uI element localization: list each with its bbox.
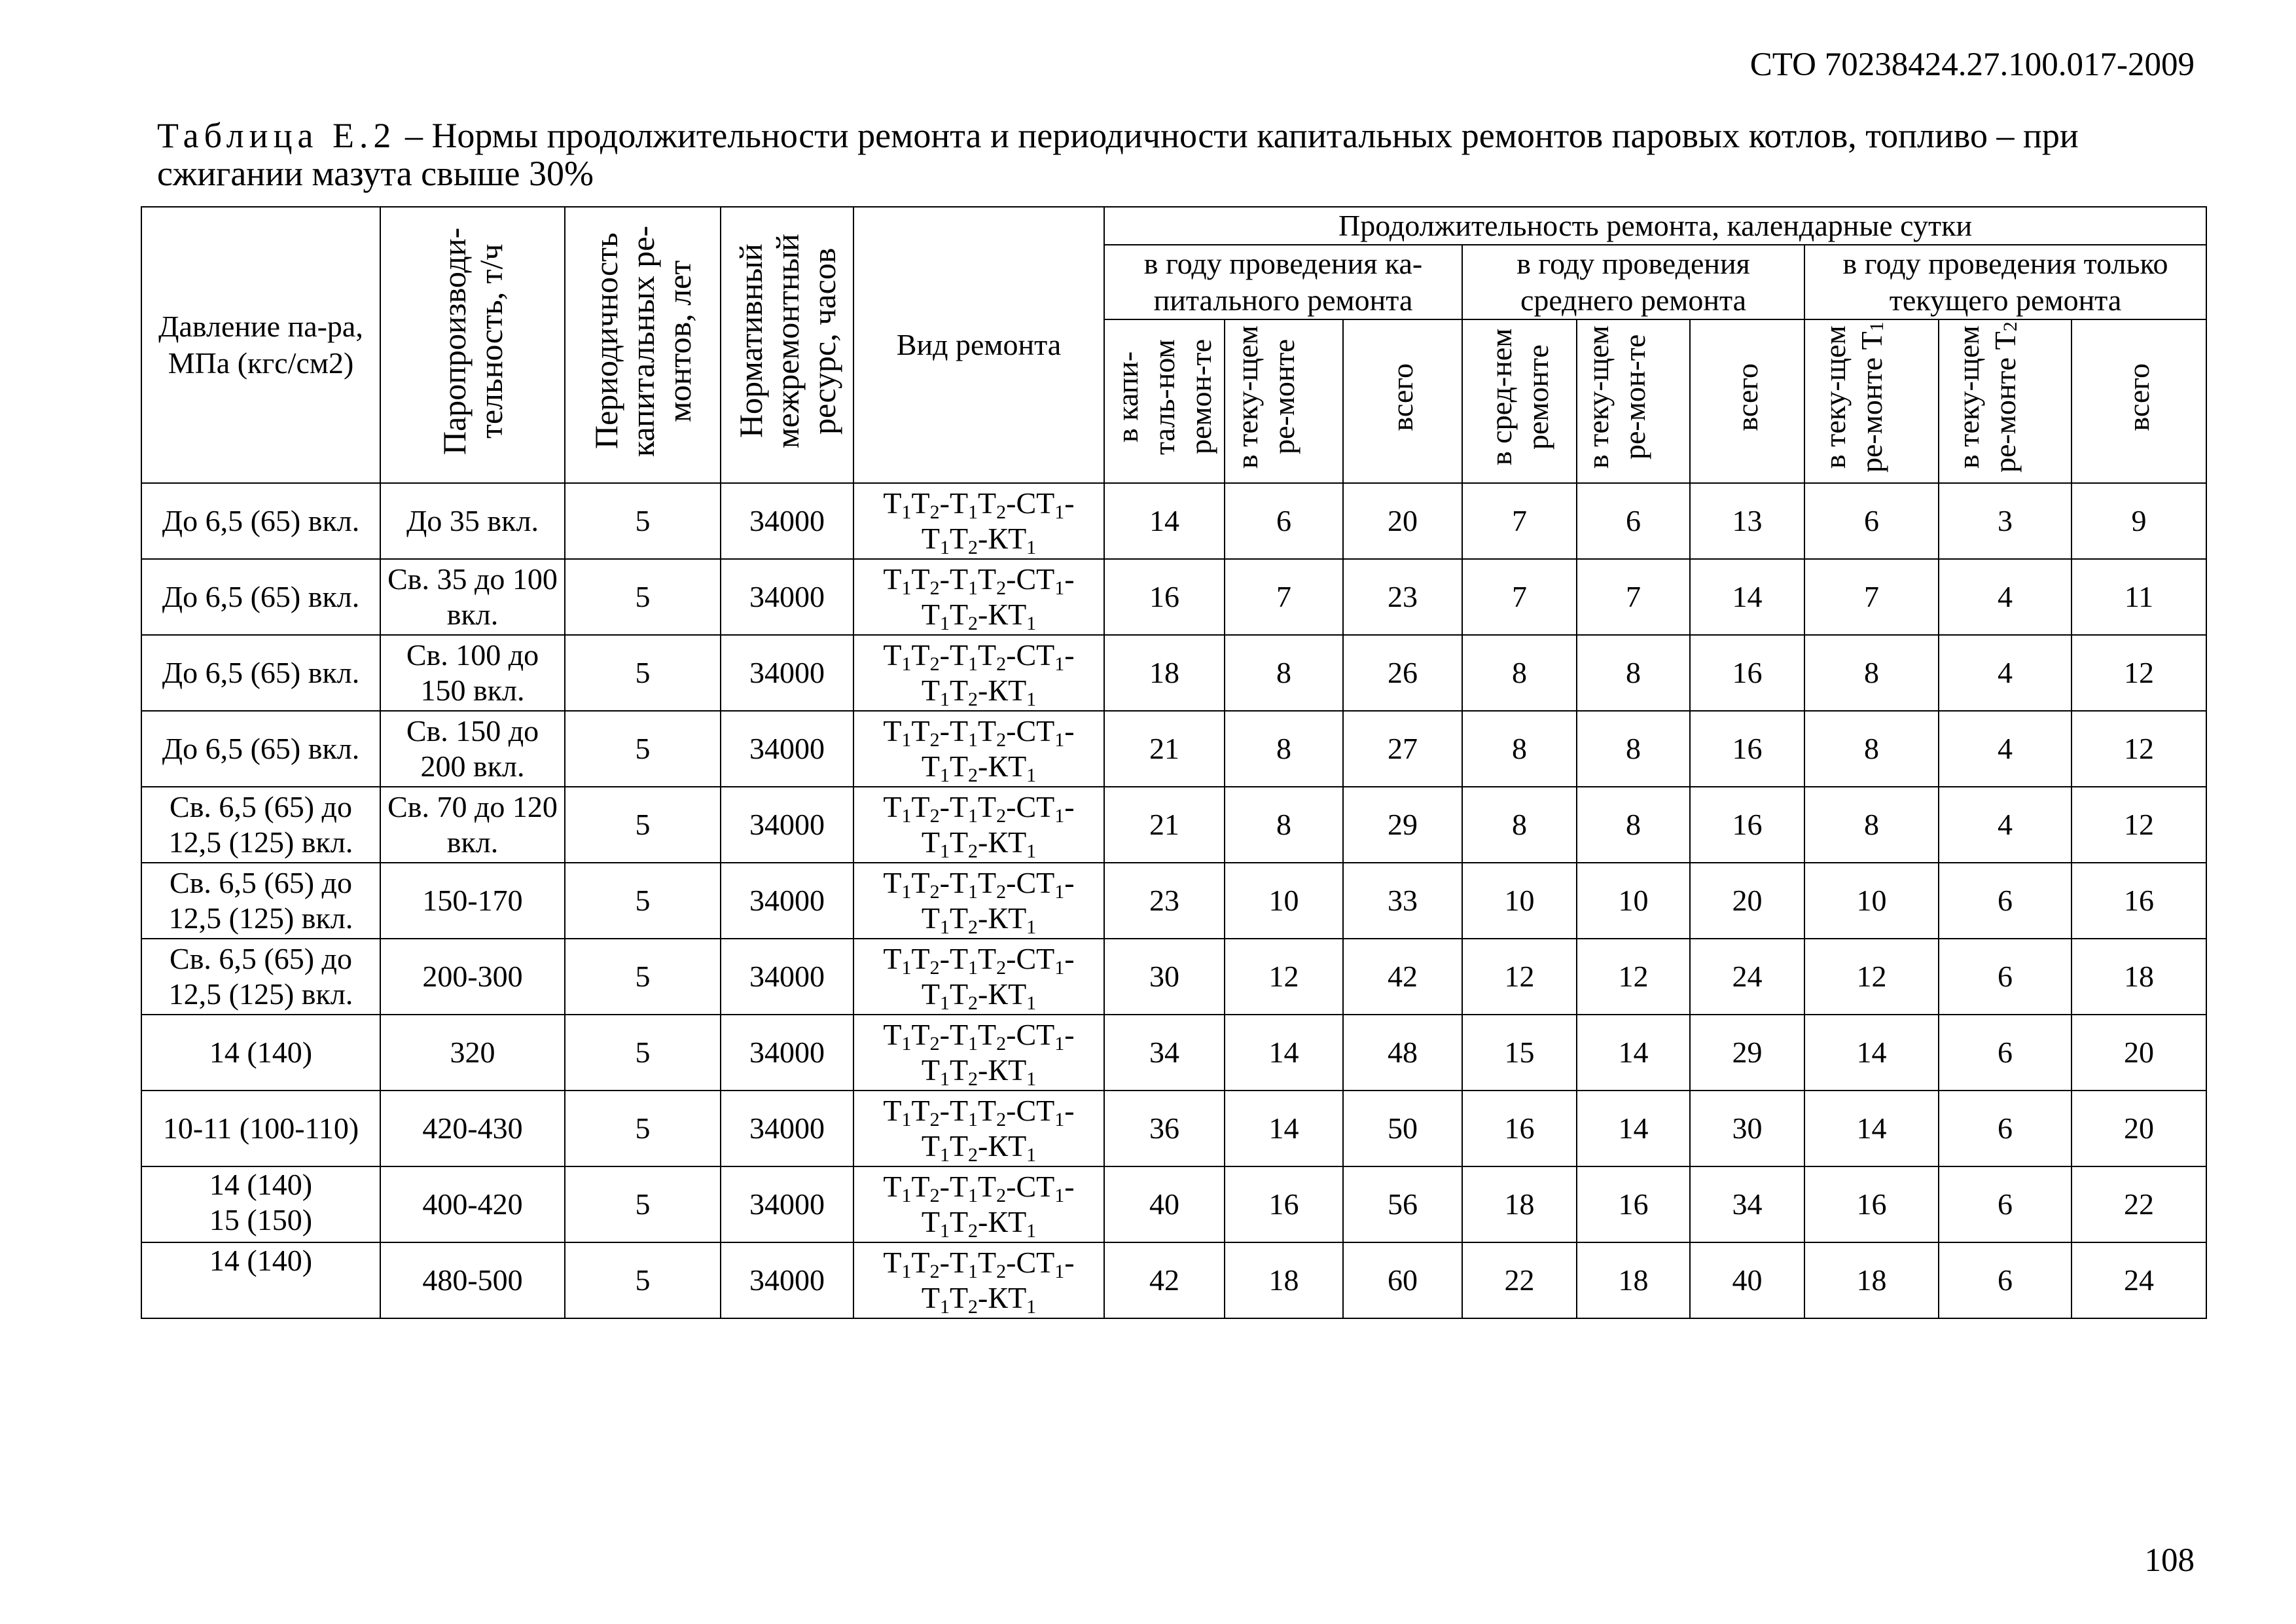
table-cell: 34 (1690, 1166, 1804, 1242)
repair-kind-formula: $Т_1Т_2-Т_1Т_2-СТ_1-$ $Т_1Т_2-КТ_1$ (853, 863, 1104, 939)
table-cell: 18 (1225, 1242, 1343, 1318)
table-cell: 16 (1804, 1166, 1939, 1242)
table-row (141, 1091, 2206, 1166)
table-cell: 5 (565, 1015, 721, 1091)
table-cell: 18 (1104, 635, 1225, 711)
table-cell: 14 (140) (141, 1015, 380, 1091)
table-cell: 14 (1577, 1091, 1690, 1166)
table-cell: 33 (1343, 863, 1462, 939)
table-row (141, 483, 2206, 559)
table-cell: 5 (565, 939, 721, 1015)
table-cell: 27 (1343, 711, 1462, 787)
header-cur-total: всего (2072, 319, 2206, 483)
table-cell: 16 (1462, 1091, 1577, 1166)
table-cell: 34000 (721, 787, 853, 863)
table-cell: 4 (1939, 787, 2072, 863)
table-cell: До 6,5 (65) вкл. (141, 483, 380, 559)
table-cell: 14 (1577, 1015, 1690, 1091)
table-cell: 5 (565, 1166, 721, 1242)
table-cell: 11 (2072, 559, 2206, 635)
table-cell: 14 (140) (141, 1242, 380, 1318)
table-cell: 30 (1690, 1091, 1804, 1166)
table-cell: 24 (2072, 1242, 2206, 1318)
repair-kind-formula: $Т_1Т_2-Т_1Т_2-СТ_1-$ $Т_1Т_2-КТ_1$ (853, 1166, 1104, 1242)
table-cell: 21 (1104, 787, 1225, 863)
table-cell: Св. 6,5 (65) до 12,5 (125) вкл. (141, 939, 380, 1015)
table-cell: 6 (1939, 939, 2072, 1015)
table-cell: 12 (1462, 939, 1577, 1015)
table-cell: 8 (1462, 711, 1577, 787)
table-cell: 7 (1225, 559, 1343, 635)
table-cell: 7 (1577, 559, 1690, 635)
table-cell: 5 (565, 711, 721, 787)
table-cell: 14 (1104, 483, 1225, 559)
table-cell: 40 (1690, 1242, 1804, 1318)
table-cell: 5 (565, 787, 721, 863)
table-cell: 10 (1804, 863, 1939, 939)
table-cell: 18 (1804, 1242, 1939, 1318)
table-cell: 12 (1225, 939, 1343, 1015)
header-cap-total: всего (1343, 319, 1462, 483)
repair-norms-table (141, 206, 2207, 1319)
table-row (141, 939, 2206, 1015)
table-cell: 8 (1804, 787, 1939, 863)
table-cell: 42 (1104, 1242, 1225, 1318)
table-cell: 6 (1939, 1166, 2072, 1242)
table-cell: 13 (1690, 483, 1804, 559)
table-cell: 5 (565, 559, 721, 635)
table-cell: 5 (565, 863, 721, 939)
table-cell: 8 (1804, 635, 1939, 711)
header-pressure: Давление па-ра, МПа (кгс/см2) (141, 207, 380, 483)
table-cell: 40 (1104, 1166, 1225, 1242)
table-cell: До 6,5 (65) вкл. (141, 711, 380, 787)
table-cell: 20 (1343, 483, 1462, 559)
repair-kind-formula: $Т_1Т_2-Т_1Т_2-СТ_1-$ $Т_1Т_2-КТ_1$ (853, 483, 1104, 559)
header-cap-in-current: в теку-щем ре-монте (1225, 319, 1343, 483)
table-cell: 15 (1462, 1015, 1577, 1091)
table-cell: 5 (565, 635, 721, 711)
table-cell: 42 (1343, 939, 1462, 1015)
table-cell: 6 (1225, 483, 1343, 559)
table-cell: 3 (1939, 483, 2072, 559)
table-cell: 5 (565, 1242, 721, 1318)
repair-kind-formula: $Т_1Т_2-Т_1Т_2-СТ_1-$ $Т_1Т_2-КТ_1$ (853, 1091, 1104, 1166)
table-caption-label: Таблица Е.2 (157, 116, 397, 155)
table-cell: 14 (1804, 1015, 1939, 1091)
table-cell: 34 (1104, 1015, 1225, 1091)
table-cell: 18 (2072, 939, 2206, 1015)
table-row (141, 1015, 2206, 1091)
header-resource: Нормативный межремонтный ресурс, часов (721, 207, 853, 483)
table-cell: 36 (1104, 1091, 1225, 1166)
table-cell: Св. 150 до 200 вкл. (380, 711, 565, 787)
table-cell: Св. 70 до 120 вкл. (380, 787, 565, 863)
table-cell: 12 (2072, 635, 2206, 711)
table-cell: 29 (1343, 787, 1462, 863)
header-period: Периодичность капитальных ре-монтов, лет (565, 207, 721, 483)
table-cell: 12 (1577, 939, 1690, 1015)
repair-kind-formula: $Т_1Т_2-Т_1Т_2-СТ_1-$ $Т_1Т_2-КТ_1$ (853, 711, 1104, 787)
table-cell: 5 (565, 1091, 721, 1166)
table-cell: 8 (1462, 635, 1577, 711)
header-med-in-current: в теку-щем ре-мон-те (1577, 319, 1690, 483)
table-cell: 10-11 (100-110) (141, 1091, 380, 1166)
table-cell: 34000 (721, 483, 853, 559)
table-cell: 6 (1939, 1015, 2072, 1091)
table-cell: 12 (2072, 711, 2206, 787)
table-cell: 14 (140) 15 (150) (141, 1166, 380, 1242)
table-cell: 6 (1939, 1091, 2072, 1166)
table-cell: 34000 (721, 939, 853, 1015)
table-row (141, 559, 2206, 635)
header-cap-in-capital: в капи-таль-ном ремон-те (1104, 319, 1225, 483)
table-cell: 22 (1462, 1242, 1577, 1318)
table-cell: До 6,5 (65) вкл. (141, 559, 380, 635)
table-cell: Св. 6,5 (65) до 12,5 (125) вкл. (141, 863, 380, 939)
table-cell: 7 (1804, 559, 1939, 635)
header-med-total: всего (1690, 319, 1804, 483)
header-capacity: Паропроизводи-тельность, т/ч (380, 207, 565, 483)
table-cell: 16 (1225, 1166, 1343, 1242)
table-cell: 10 (1225, 863, 1343, 939)
repair-kind-formula: $Т_1Т_2-Т_1Т_2-СТ_1-$ $Т_1Т_2-КТ_1$ (853, 635, 1104, 711)
table-cell: 56 (1343, 1166, 1462, 1242)
table-cell: 8 (1577, 635, 1690, 711)
table-cell: 60 (1343, 1242, 1462, 1318)
table-cell: Св. 6,5 (65) до 12,5 (125) вкл. (141, 787, 380, 863)
table-cell: 200-300 (380, 939, 565, 1015)
table-cell: 50 (1343, 1091, 1462, 1166)
table-cell: 8 (1577, 787, 1690, 863)
table-row (141, 1242, 2206, 1318)
table-cell: 10 (1462, 863, 1577, 939)
header-group-capital: в году проведения ка-питального ремонта (1104, 245, 1462, 319)
table-cell: 7 (1462, 483, 1577, 559)
table-cell: 10 (1577, 863, 1690, 939)
table-cell: 20 (1690, 863, 1804, 939)
table-cell: 23 (1343, 559, 1462, 635)
header-duration: Продолжительность ремонта, календарные сутки (1104, 207, 2206, 245)
table-row (141, 635, 2206, 711)
table-cell: 420-430 (380, 1091, 565, 1166)
repair-kind-formula: $Т_1Т_2-Т_1Т_2-СТ_1-$ $Т_1Т_2-КТ_1$ (853, 1242, 1104, 1318)
table-cell: 48 (1343, 1015, 1462, 1091)
table-cell: 5 (565, 483, 721, 559)
table-cell: 16 (1690, 787, 1804, 863)
table-caption-text: – Нормы продолжительности ремонта и периодичности капитальных ремонтов паровых котлов, топливо – при сжигании мазута свыше 30% (157, 116, 2079, 193)
table-cell: 24 (1690, 939, 1804, 1015)
table-cell: 8 (1462, 787, 1577, 863)
table-cell: 26 (1343, 635, 1462, 711)
document-code: СТО 70238424.27.100.017-2009 (1749, 46, 2195, 83)
table-cell: 8 (1804, 711, 1939, 787)
table-cell: 16 (1690, 711, 1804, 787)
table-cell: 30 (1104, 939, 1225, 1015)
table-cell: 7 (1462, 559, 1577, 635)
table-cell: 16 (2072, 863, 2206, 939)
table-cell: 18 (1577, 1242, 1690, 1318)
table-cell: 29 (1690, 1015, 1804, 1091)
header-med-in-medium: в сред-нем ремонте (1462, 319, 1577, 483)
table-cell: 150-170 (380, 863, 565, 939)
table-row (141, 787, 2206, 863)
table-cell: До 6,5 (65) вкл. (141, 635, 380, 711)
table-cell: 20 (2072, 1091, 2206, 1166)
table-cell: 14 (1225, 1015, 1343, 1091)
table-cell: 320 (380, 1015, 565, 1091)
table-cell: 14 (1225, 1091, 1343, 1166)
table-cell: 6 (1577, 483, 1690, 559)
table-cell: 14 (1690, 559, 1804, 635)
table-cell: До 35 вкл. (380, 483, 565, 559)
table-cell: 34000 (721, 711, 853, 787)
table-cell: 34000 (721, 1166, 853, 1242)
table-cell: 6 (1939, 1242, 2072, 1318)
table-cell: 22 (2072, 1166, 2206, 1242)
table-cell: 8 (1225, 711, 1343, 787)
table-cell: 16 (1690, 635, 1804, 711)
table-cell: 12 (1804, 939, 1939, 1015)
table-caption (157, 117, 2193, 192)
table-cell: 8 (1225, 635, 1343, 711)
table-cell: 4 (1939, 635, 2072, 711)
header-cur-t2: в теку-щем ре-монте $Т_2$ (1939, 319, 2072, 483)
table-cell: 9 (2072, 483, 2206, 559)
table-cell: 400-420 (380, 1166, 565, 1242)
header-repair-kind: Вид ремонта (853, 207, 1104, 483)
table-cell: 4 (1939, 711, 2072, 787)
header-group-medium: в году проведения среднего ремонта (1462, 245, 1804, 319)
table-cell: 34000 (721, 1015, 853, 1091)
table-cell: 23 (1104, 863, 1225, 939)
table-cell: 21 (1104, 711, 1225, 787)
table-cell: 14 (1804, 1091, 1939, 1166)
repair-kind-formula: $Т_1Т_2-Т_1Т_2-СТ_1-$ $Т_1Т_2-КТ_1$ (853, 787, 1104, 863)
table-row (141, 711, 2206, 787)
table-cell: 480-500 (380, 1242, 565, 1318)
repair-kind-formula: $Т_1Т_2-Т_1Т_2-СТ_1-$ $Т_1Т_2-КТ_1$ (853, 1015, 1104, 1091)
table-cell: 34000 (721, 635, 853, 711)
table-row (141, 863, 2206, 939)
table-cell: 16 (1577, 1166, 1690, 1242)
table-cell: 16 (1104, 559, 1225, 635)
header-group-current: в году проведения только текущего ремонта (1804, 245, 2206, 319)
table-cell: 34000 (721, 863, 853, 939)
table-cell: 18 (1462, 1166, 1577, 1242)
table-row (141, 1166, 2206, 1242)
table-cell: 6 (1939, 863, 2072, 939)
table-cell: 6 (1804, 483, 1939, 559)
table-cell: 12 (2072, 787, 2206, 863)
repair-kind-formula: $Т_1Т_2-Т_1Т_2-СТ_1-$ $Т_1Т_2-КТ_1$ (853, 559, 1104, 635)
table-cell: Св. 100 до 150 вкл. (380, 635, 565, 711)
table-cell: 34000 (721, 1242, 853, 1318)
table-cell: 34000 (721, 1091, 853, 1166)
repair-kind-formula: $Т_1Т_2-Т_1Т_2-СТ_1-$ $Т_1Т_2-КТ_1$ (853, 939, 1104, 1015)
table-cell: 20 (2072, 1015, 2206, 1091)
table-cell: 8 (1225, 787, 1343, 863)
header-cur-t1: в теку-щем ре-монте $Т_1$ (1804, 319, 1939, 483)
table-cell: 8 (1577, 711, 1690, 787)
page-number: 108 (2144, 1542, 2195, 1579)
table-cell: 34000 (721, 559, 853, 635)
table-cell: Св. 35 до 100 вкл. (380, 559, 565, 635)
table-cell: 4 (1939, 559, 2072, 635)
